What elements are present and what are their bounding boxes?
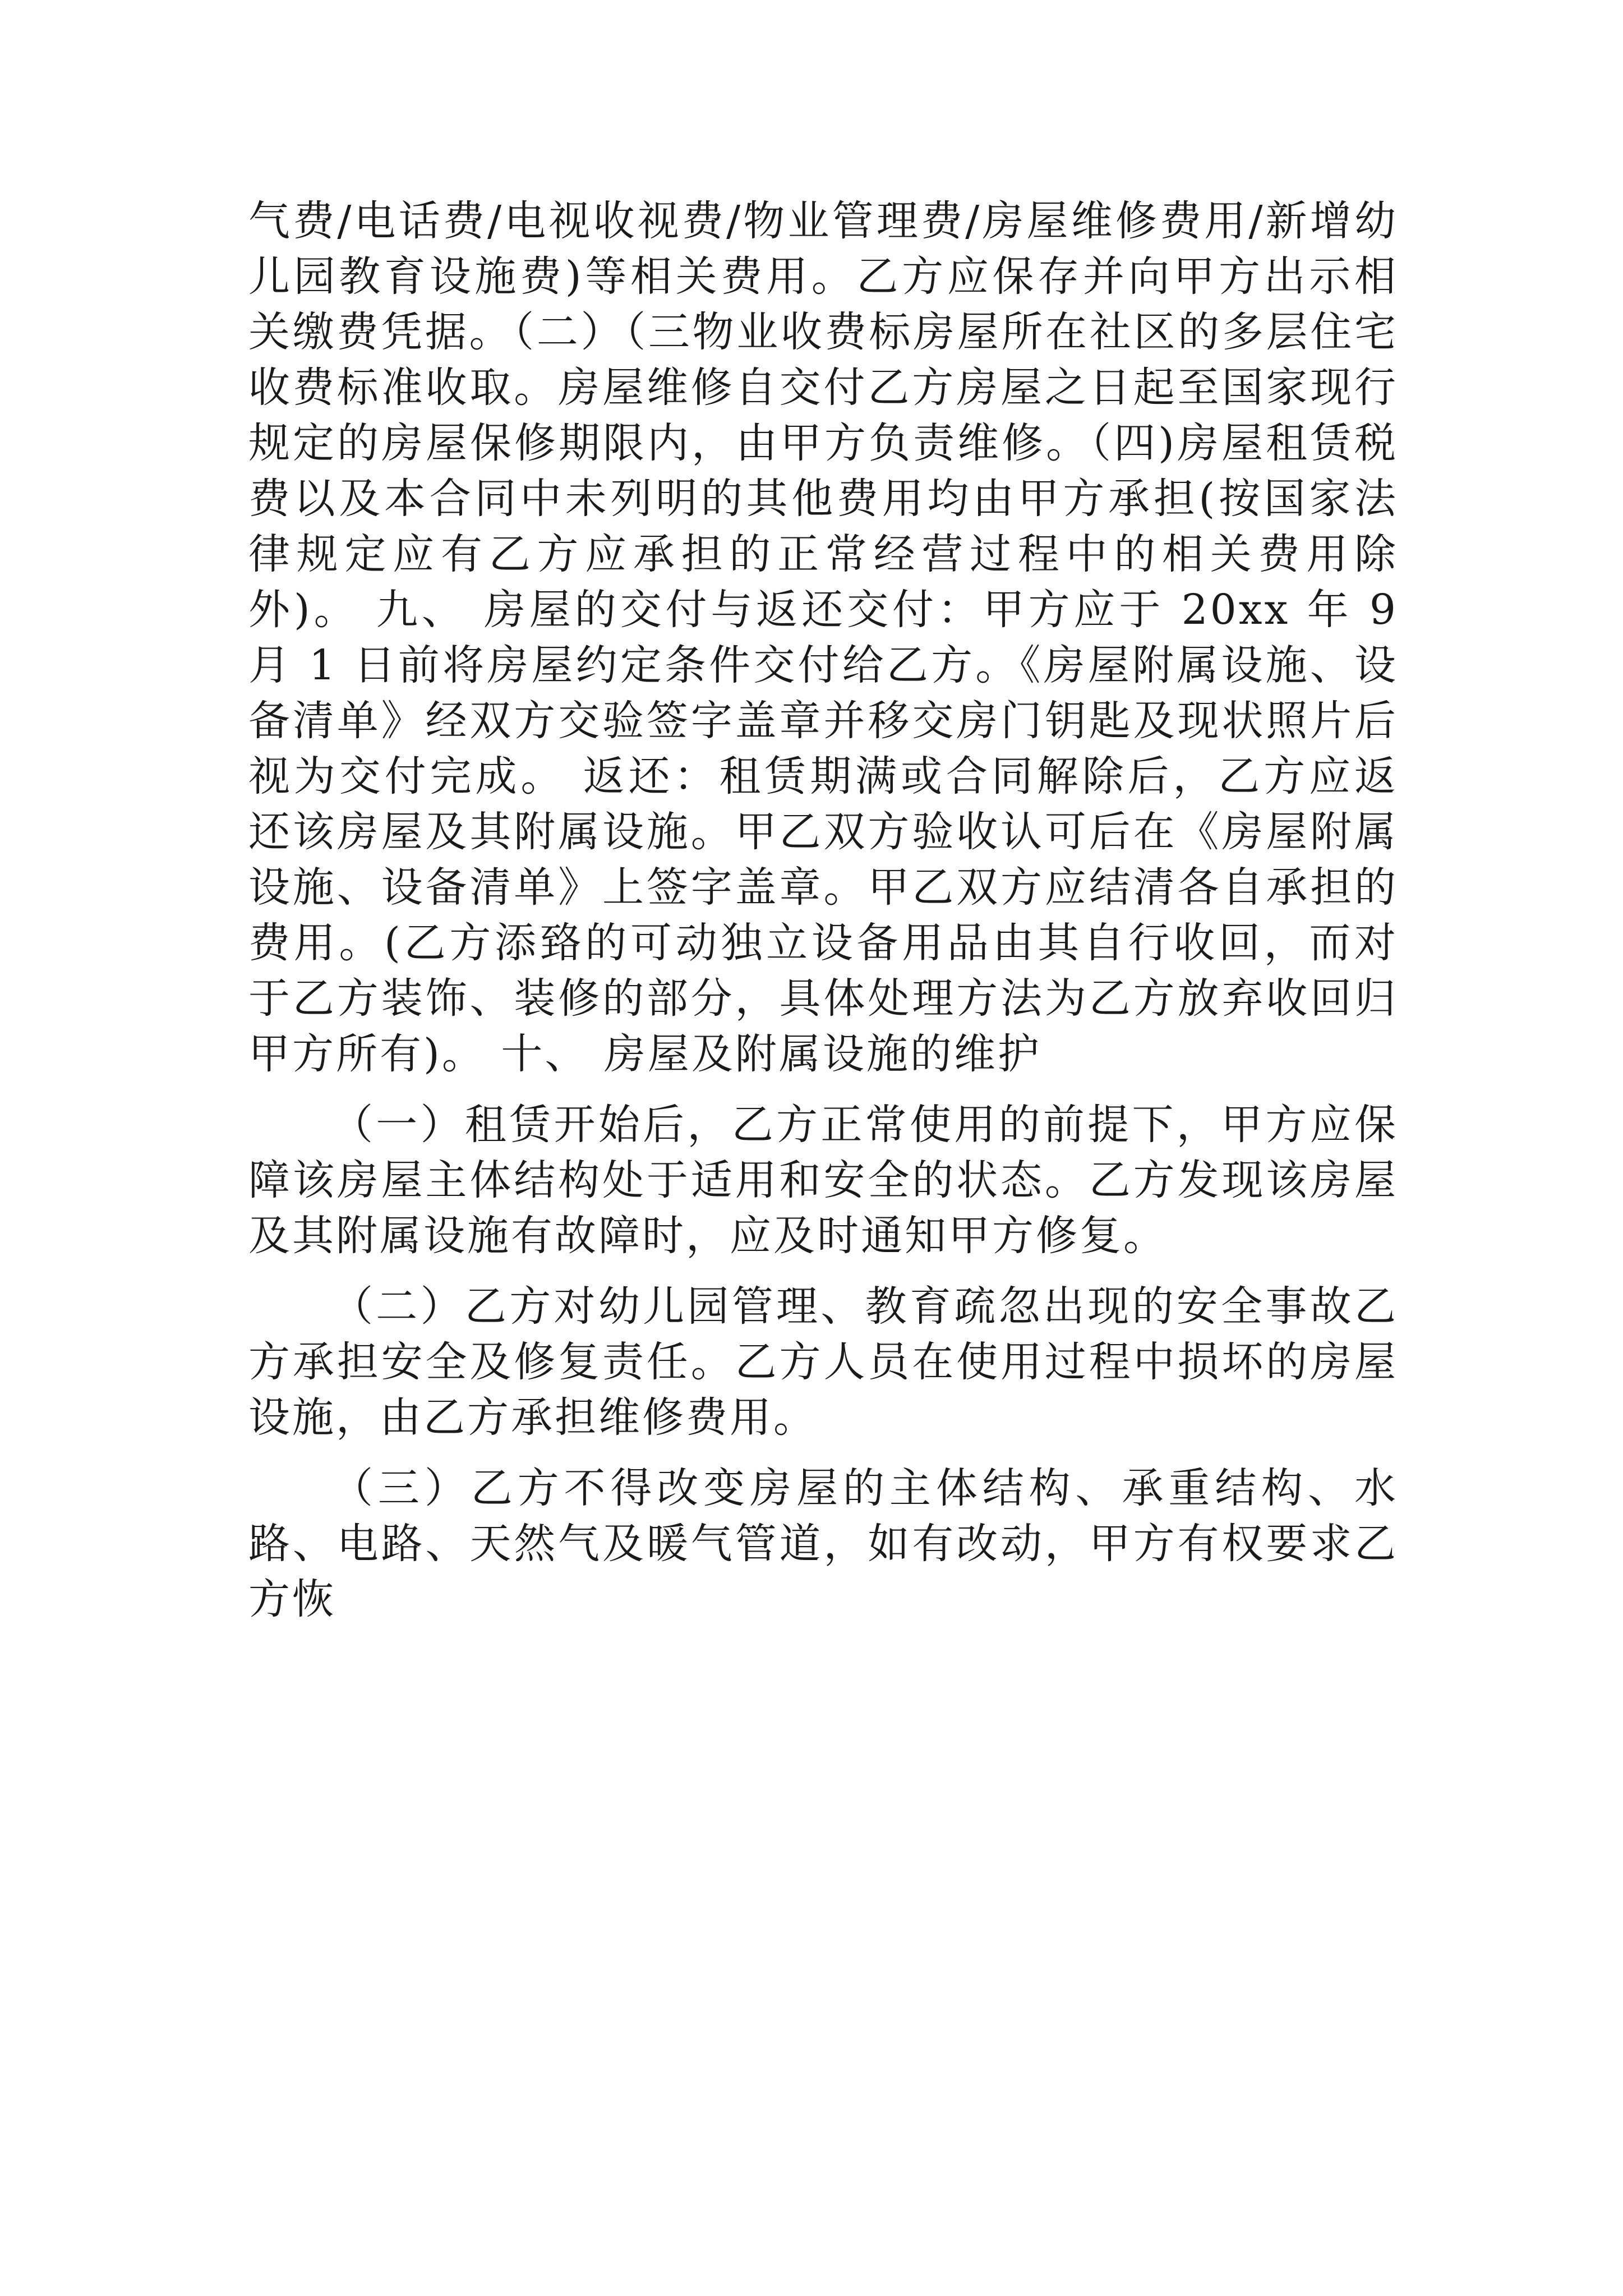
paragraph: （一）租赁开始后，乙方正常使用的前提下，甲方应保障该房屋主体结构处于适用和安全的状态。乙方发现该房屋及其附属设施有故障时，应及时通知甲方修复。 [248,1101,1398,1260]
paragraph: （二）乙方对幼儿园管理、教育疏忽出现的安全事故乙方承担安全及修复责任。乙方人员在使用过程中损坏的房屋设施，由乙方承担维修费用。 [248,1282,1398,1442]
paragraph: 气费/电话费/电视收视费/物业管理费/房屋维修费用/新增幼儿园教育设施费)等相关费用。乙方应保存并向甲方出示相关缴费凭据。（二）（三物业收费标房屋所在社区的多层住宅收费标准收取。房屋维修自交付乙方房屋之日起至国家现行规定的房屋保修期限内，由甲方负责维修。（四)房屋租赁税费以及本合同中未列明的其他费用均由甲方承担(按国家法律规定应有乙方应承担的正常经营过程中的相关费用除外)。 九、 房屋的交付与返还交付：甲方应于 20xx 年 9 月 1 日前将房屋约定条件交付给乙方。《房屋附属设施、设备清单》经双方交验签字盖章并移交房门钥匙及现状照片后视为交付完成。 返还：租赁期满或合同解除后，乙方应返还该房屋及其附属设施。甲乙双方验收认可后在《房屋附属设施、设备清单》上签字盖章。甲乙双方应结清各自承担的费用。(乙方添臵的可动独立设备用品由其自行收回，而对于乙方装饰、装修的部分，具体处理方法为乙方放弃收回归甲方所有)。 十、 房屋及附属设施的维护 [248,197,1398,1078]
document-body [248,194,1398,1627]
paragraph: （三）乙方不得改变房屋的主体结构、承重结构、水路、电路、天然气及暖气管道，如有改动，甲方有权要求乙方恢 [248,1464,1398,1623]
